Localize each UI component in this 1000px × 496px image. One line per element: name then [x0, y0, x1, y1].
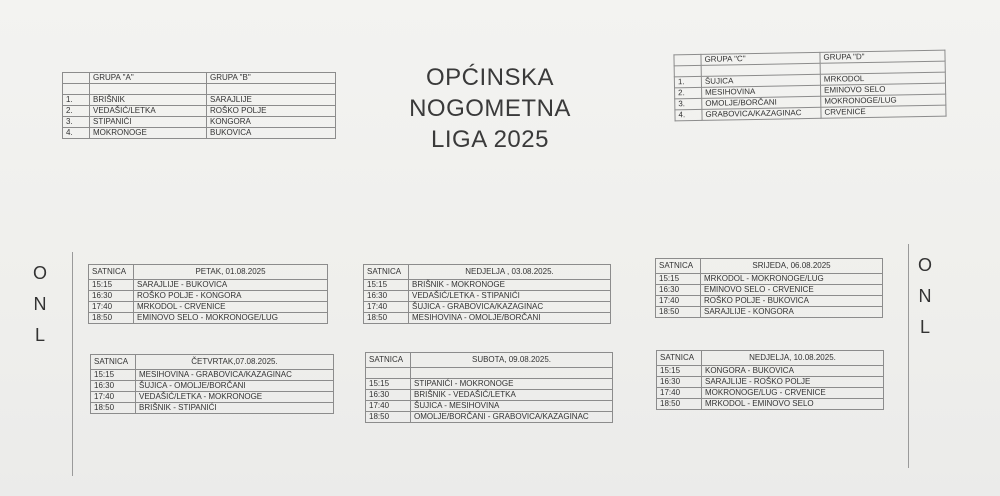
table-row: 15:15 SARAJLIJE - BUKOVICA — [89, 280, 328, 291]
table-header-row — [63, 73, 336, 84]
title-line: LIGA 2025 — [431, 126, 549, 153]
match-day: NEDJELJA , 03.08.2025. — [409, 265, 611, 280]
match-day: PETAK, 01.08.2025 — [134, 265, 328, 280]
table-row: 4. MOKRONOGE BUKOVICA — [63, 128, 336, 139]
table-row: 3. OMOLJE/BORČANI MOKRONOGE/LUG — [675, 94, 946, 110]
table-row: 1. ŠUJICA MRKODOL — [674, 72, 945, 88]
table-header-row: SATNICA SRIJEDA, 06.08.2025 — [656, 259, 883, 274]
schedule-table-10-08 — [656, 350, 884, 410]
table-row: 16:30 ROŠKO POLJE - KONGORA — [89, 291, 328, 302]
table-row: 4. GRABOVICA/KAZAGINAC CRVENICE — [675, 105, 946, 121]
table-row: 17:40 MOKRONOGE/LUG - CRVENICE — [657, 388, 884, 399]
table-header-row: SATNICA SUBOTA, 09.08.2025. — [366, 353, 613, 368]
schedule-table-03-08 — [363, 264, 611, 324]
table-row: 18:50 SARAJLIJE - KONGORA — [656, 307, 883, 318]
table-row: 18:50 OMOLJE/BORČANI - GRABOVICA/KAZAGINAC — [366, 412, 613, 423]
groups-table-a-b — [62, 72, 336, 139]
table-row: 15:15 MESIHOVINA - GRABOVICA/KAZAGINAC — [91, 370, 334, 381]
column-header: GRUPA "C" — [701, 52, 820, 65]
divider-line-left — [72, 252, 73, 476]
title-line: OPĆINSKA — [425, 64, 555, 91]
table-row: 16:30 VEDAŠIĆ/LETKA - STIPANIĆI — [364, 291, 611, 302]
schedule-table-07-08 — [90, 354, 334, 414]
table-row: 2. MESIHOVINA EMINOVO SELO — [675, 83, 946, 99]
table-row: 3. STIPANIĆI KONGORA — [63, 117, 336, 128]
table-row: 18:50 EMINOVO SELO - MOKRONOGE/LUG — [89, 313, 328, 324]
match-day: SUBOTA, 09.08.2025. — [411, 353, 613, 368]
table-row: 2. VEDAŠIĆ/LETKA ROŠKO POLJE — [63, 106, 336, 117]
table-header-row: SATNICA PETAK, 01.08.2025 — [89, 265, 328, 280]
side-label-right: O N L — [917, 255, 932, 337]
column-header: GRUPA "B" — [207, 73, 336, 84]
table-row: 17:40 ŠUJICA - MESIHOVINA — [366, 401, 613, 412]
schedule-table-01-08 — [88, 264, 328, 324]
league-title — [385, 62, 595, 155]
column-header: GRUPA "A" — [90, 73, 207, 84]
table-row: 15:15 STIPANIĆI - MOKRONOGE — [366, 379, 613, 390]
title-line: NOGOMETNA — [409, 95, 571, 122]
groups-table-c-d — [673, 50, 946, 122]
table-row: 15:15 BRIŠNIK - MOKRONOGE — [364, 280, 611, 291]
table-row: 16:30 SARAJLIJE - ROŠKO POLJE — [657, 377, 884, 388]
table-header-row: SATNICA NEDJELJA, 10.08.2025. — [657, 351, 884, 366]
table-row: 17:40 VEDAŠIĆ/LETKA - MOKRONOGE — [91, 392, 334, 403]
table-row: 1. BRIŠNIK SARAJLIJE — [63, 95, 336, 106]
table-row: 16:30 BRIŠNIK - VEDAŠIĆ/LETKA — [366, 390, 613, 401]
match-day: ČETVRTAK,07.08.2025. — [136, 355, 334, 370]
side-label-left: O N L — [32, 263, 47, 345]
table-row: 17:40 ROŠKO POLJE - BUKOVICA — [656, 296, 883, 307]
table-row: 17:40 ŠUJICA - GRABOVICA/KAZAGINAC — [364, 302, 611, 313]
table-row: 16:30 ŠUJICA - OMOLJE/BORČANI — [91, 381, 334, 392]
table-row: 16:30 EMINOVO SELO - CRVENICE — [656, 285, 883, 296]
table-row: 18:50 BRIŠNIK - STIPANIĆI — [91, 403, 334, 414]
schedule-table-06-08 — [655, 258, 883, 318]
divider-line-right — [908, 244, 909, 468]
table-row: 15:15 MRKODOL - MOKRONOGE/LUG — [656, 274, 883, 285]
column-header: GRUPA "D" — [820, 50, 945, 63]
table-row: 15:15 KONGORA - BUKOVICA — [657, 366, 884, 377]
schedule-table-09-08 — [365, 352, 613, 423]
table-row: 18:50 MESIHOVINA - OMOLJE/BORČANI — [364, 313, 611, 324]
table-row: 18:50 MRKODOL - EMINOVO SELO — [657, 399, 884, 410]
table-header-row: SATNICA ČETVRTAK,07.08.2025. — [91, 355, 334, 370]
match-day: SRIJEDA, 06.08.2025 — [701, 259, 883, 274]
table-row: 17:40 MRKODOL - CRVENICE — [89, 302, 328, 313]
match-day: NEDJELJA, 10.08.2025. — [702, 351, 884, 366]
table-header-row: SATNICA NEDJELJA , 03.08.2025. — [364, 265, 611, 280]
